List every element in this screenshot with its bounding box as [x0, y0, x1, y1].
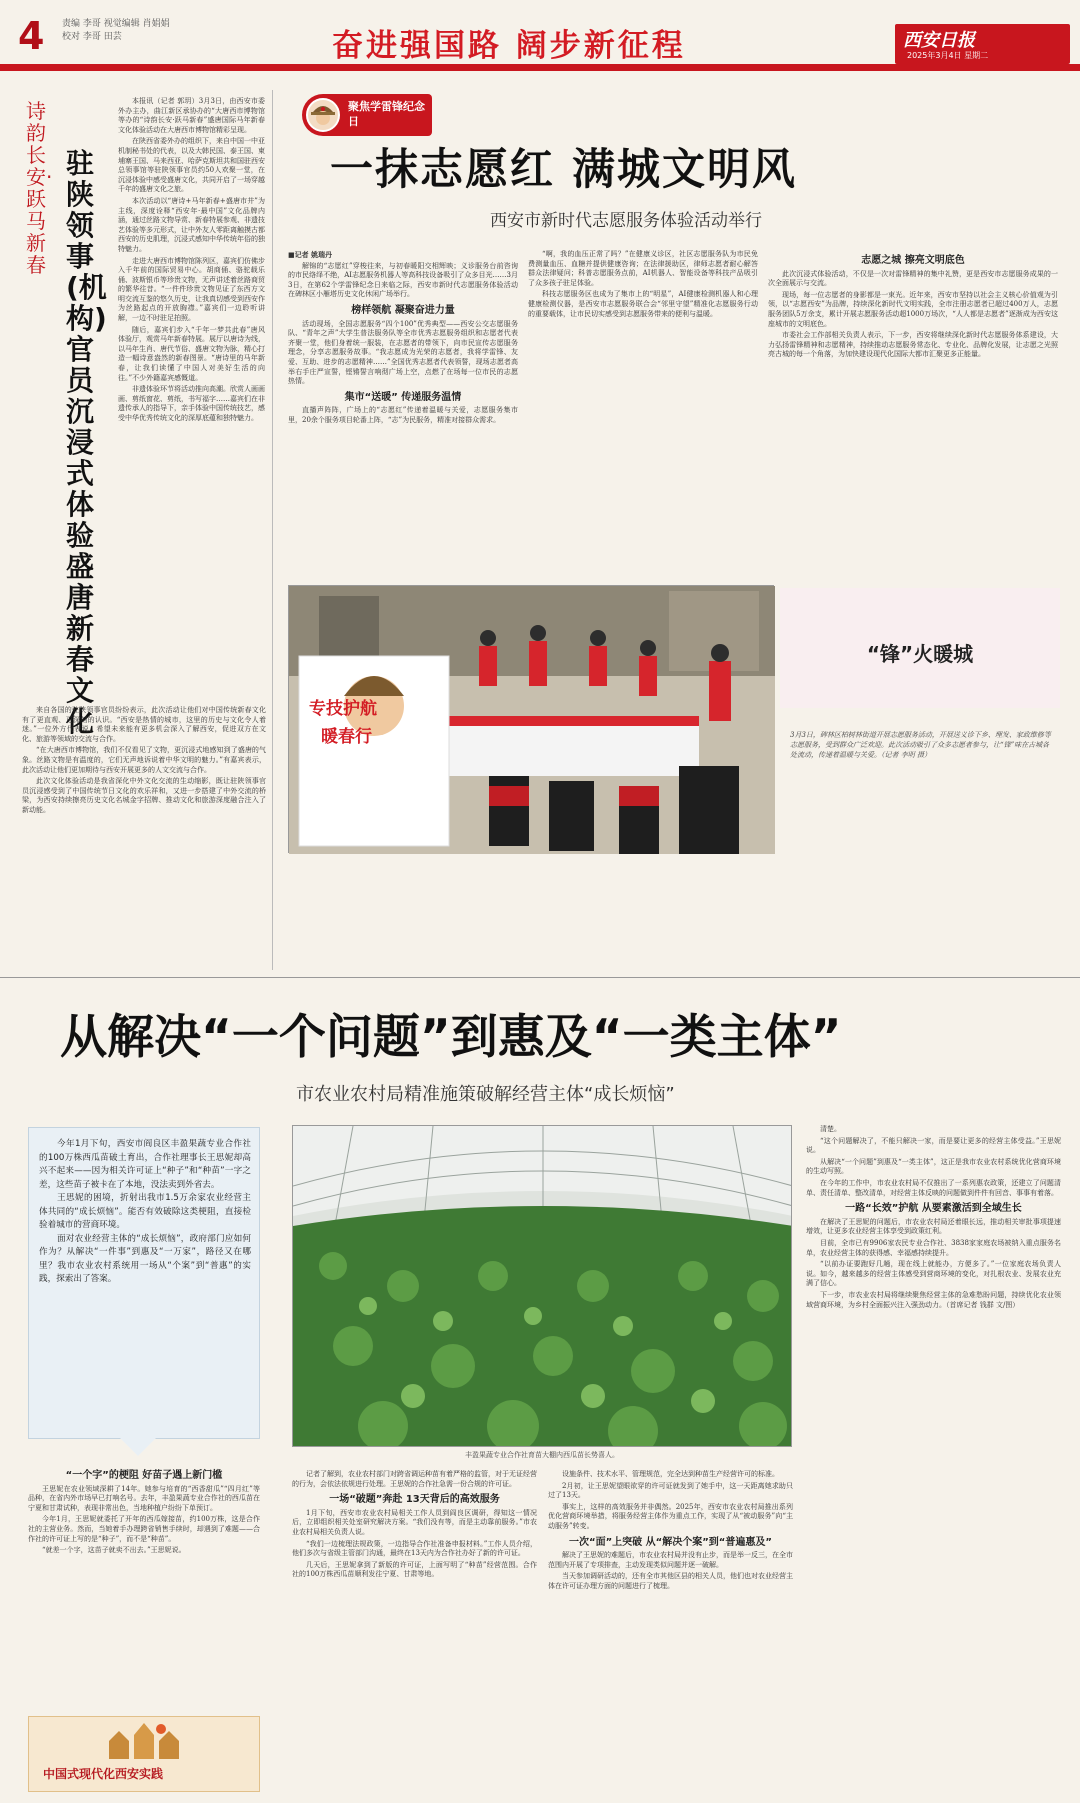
- article1-kicker: 诗韵长安·跃马新春: [26, 99, 53, 277]
- column-divider: [272, 90, 273, 970]
- editor-credits: [62, 18, 252, 44]
- page-number: 4: [18, 14, 45, 58]
- header-rule: [0, 64, 1080, 71]
- article1-paragraph: 本次活动以“唐诗+马年新春+盛唐市井”为主线，深度诠释“西安年·最中国”文化品牌内涵，通过丝路文物导赏、新春特展参观、非遗技艺体验等多元形式，让中外友人零距离触摸古都西安的历史肌理，沉浸式感知中华传统年俗的独特魅力。: [118, 196, 265, 253]
- article3-paragraph: 设施条件、技术水平、管理规范，完全达到种苗生产经营许可的标准。: [562, 1470, 779, 1478]
- article3-paragraph: 在今年的工作中，市农业农村局不仅推出了一系列惠农政策，还建立了问题清单、责任清单、整改清单，对经营主体反映的问题做到件件有回音、事事有着落。: [806, 1178, 1061, 1197]
- article3-column-3: [548, 1470, 793, 1790]
- lead-paragraph: 王思妮的困境，折射出我市1.5万余家农业经营主体共同的“成长烦恼”。能否有效破除这类梗阻，直接检验着城市的营商环境。: [39, 1193, 251, 1230]
- article1-body-bottom: [22, 706, 266, 962]
- lead-text: [39, 1138, 251, 1287]
- section-slogan: 奋进强国路 阔步新征程: [332, 28, 686, 64]
- article3-paragraph: 记者了解到，农业农村部门对跨省调运种苗有着严格的监管，对于无证经营的行为，会依法依规进行处理。王思妮的合作社急需一份合规的许可证。: [292, 1470, 537, 1488]
- article2-paragraph: 此次沉浸式体验活动，不仅是一次对雷锋精神的集中礼赞，更是西安市志愿服务成果的一次全面展示与交流。: [768, 269, 1058, 288]
- greenhouse-seedling-photo: [292, 1125, 792, 1447]
- photo-caption: 3月3日，碑林区柏树林街道开展志愿服务活动，开展送义诊下乡、理发、家政维修等志愿服务，受到群众广泛欢迎。此次活动吸引了众多志愿者参与，让“锋”味在古城各处流动，传递着温暖与关爱。（记者 李明 摄）: [790, 731, 1051, 759]
- article3-paragraph: 在解决了王思妮的问题后，市农业农村局还着眼长远，推动相关审批事项提速增效，让更多农业经营主体享受到政策红利。: [806, 1217, 1061, 1236]
- article2-headline: 一抹志愿红 满城文明风: [330, 145, 797, 195]
- article1-paragraph: 本报讯（记者 郭玥）3月3日，由西安市委外办主办，曲江新区承协办的“大唐西市博物馆等办的“诗韵长安·跃马新春”盛唐国际马年新春文化体验活动在大唐西市博物馆精彩呈现。: [118, 97, 265, 134]
- article1-paragraph: “在大唐西市博物馆，我们不仅看见了文物，更沉浸式地感知到了盛唐的气象。丝路文物是有温度的，它们无声地诉说着中华文明的魅力。”有嘉宾表示，此次活动让他们更加期待与西安开展更多的人文交流与合作。: [22, 746, 266, 774]
- issue-date: 2025年3月4日 星期二: [907, 51, 989, 60]
- article3-paragraph: 王思妮在农业领域深耕了14年。她参与培育的“西香甜瓜”“四月红”等品种，在省内外市场早已打响名号。去年，丰盈果蔬专业合作社的西瓜苗在宁夏和甘肃试种，表现非常出色，当地种植户纷纷下单预订。: [28, 1484, 260, 1512]
- article3-paragraph: 清楚。: [820, 1125, 841, 1133]
- article1-paragraph: 随后，嘉宾们步入“千年一梦共此春”唐风体验厅，观赏马年新春特展。展厅以唐诗为线，以马年生肖、唐代节俗、盛唐文物为脉，精心打造一幅诗意盎然的新春图景。“唐诗里的马年新春，让我们读懂了中国人对美好生活的向往。”不少外籍嘉宾感慨道。: [118, 325, 265, 382]
- article1-headline: 驻陕领事(机构)官员沉浸式体验盛唐新春文化: [66, 147, 107, 738]
- newspaper-logo: [895, 24, 1070, 64]
- article1-paragraph: 来自各国的驻陕领事官员纷纷表示，此次活动让他们对中国传统新春文化有了更直观、更深刻的认识。“西安是热情的城市，这里的历史与文化令人着迷。”一位外方代表说，希望未来能有更多机会深入了解西安，促进双方在文化、旅游等领域的交流与合作。: [22, 706, 266, 743]
- article3-paragraph: 当天参加调研活动的，还有全市其他区县的相关人员，他们也对农业经营主体在许可证办理方面的问题进行了梳理。: [548, 1572, 793, 1590]
- article3-lead-box: [28, 1127, 260, 1439]
- article2-lead: 解锦的“志愿红”穿梭往来，与初春暖阳交相辉映；义诊服务台前咨询的市民络绎不绝，AI志愿服务机器人等高科技设备吸引了众多目光……3月3日，在第62个学雷锋纪念日来临之际，西安市新时代志愿服务体验活动在碑林区小雁塔历史文化休闲广场举行。: [288, 261, 518, 299]
- article1-paragraph: 此次文化体验活动是我省深化中外文化交流的生动缩影，既让驻陕领事官员沉浸感受到了中国传统节日文化的欢乐祥和，又进一步搭建了中外交流的桥梁，为西安持续擦亮历史文化名城金字招牌、推动文化和旅游深度融合注入了新动能。: [22, 777, 266, 814]
- article3-paragraph: “以前办证要跑好几趟，现在线上就能办，方便多了。”一位家庭农场负责人说。如今，越来越多的经营主体感受到营商环境的变化，对扎根农业、发展农业充满了信心。: [806, 1260, 1061, 1288]
- article3-column-4: [806, 1125, 1061, 1790]
- article2-subhead-3: 志愿之城 擦亮文明底色: [861, 255, 965, 266]
- article1-paragraph: 在陕西省委外办的组织下，来自中国一中亚机制秘书处的代表，以及大韩民国、泰王国、柬埔寨王国、马来西亚、哈萨克斯坦共和国驻西安总领事馆等驻陕领事官员约50人欢聚一堂，在沉浸体验中感受盛唐文化，共同开启了一场穿越千年的盛唐文化之旅。: [118, 137, 265, 194]
- article3-column-2: [292, 1470, 537, 1790]
- article1-paragraph: 非遗体验环节将活动推向高潮。欣赏人画画画、剪纸窗花、剪纸，书写福字……嘉宾们在非遗传承人的指导下，亲手体验中国传统技艺，感受中华优秀传统文化的深厚底蕴和独特魅力。: [118, 385, 265, 422]
- column-stamp: [28, 1716, 260, 1792]
- photo-caption: 丰盈果蔬专业合作社育苗大棚内西瓜苗长势喜人。: [465, 1451, 619, 1459]
- article1-body-top: [118, 97, 265, 704]
- article2-subheadline: 西安市新时代志愿服务体验活动举行: [490, 211, 762, 231]
- speech-bubble-tail: [120, 1438, 156, 1456]
- article2-column-2: [528, 250, 758, 575]
- article2-column-3: [768, 250, 1058, 575]
- article1-paragraph: 走进大唐西市博物馆陈列区，嘉宾们仿佛步入千年前的国际贸易中心。胡商俑、骆驼载乐俑、波斯银币等珍贵文物，无声讲述着丝路商贸的繁华往昔。“一件件珍贵文物见证了东西方文明交流互鉴的悠久历史，让我真切感受到西安作为丝路起点的开放胸襟。”嘉宾们一边聆听讲解，一边不时驻足拍照。: [118, 256, 265, 323]
- leifeng-badge: [302, 94, 432, 136]
- banner-text-bottom: 暖春行: [321, 727, 372, 747]
- article3-column-1: [28, 1465, 260, 1715]
- byline: ■记者 姚瑞丹: [288, 250, 333, 259]
- article3-subhead-2: 一场“破题”奔赴 13天背后的高效服务: [329, 1494, 500, 1506]
- article3-subhead-4: 一路“长效”护航 从要素激活到全域生长: [845, 1203, 1022, 1215]
- logo-text: 西安日报: [903, 30, 975, 51]
- article3-headline: 从解决“一个问题”到惠及“一类主体”: [60, 1010, 842, 1065]
- lead-paragraph: 面对农业经营主体的“成长烦恼”，政府部门应如何作为？从解决“一件事”到惠及“一万家”，路径又在哪里？我市农业农村系统用一场从“个案”到“普惠”的实践，探索出了答案。: [39, 1233, 251, 1284]
- article2-subhead-1: 榜样领航 凝聚奋进力量: [351, 304, 455, 316]
- article2-paragraph: 市委社会工作部相关负责人表示，下一步，西安将继续深化新时代志愿服务体系建设，大力弘扬雷锋精神和志愿精神，持续推动志愿服务常态化、专业化、品牌化发展，让志愿之光照亮古城的每一个角落，为加快建设现代化国际大都市汇聚更多正能量。: [768, 331, 1058, 359]
- article3-paragraph: “我们一边梳理法规政策，一边指导合作社准备申报材料。”工作人员介绍，他们多次与省级主管部门沟通，最终在13天内为合作社办好了新的许可证。: [292, 1539, 537, 1558]
- article3-paragraph: 1月下旬，西安市农业农村局相关工作人员到阎良区调研，得知这一情况后，立即组织相关处室研究解决方案。“我们没有等，而是主动靠前服务。”市农业农村局相关负责人说。: [292, 1508, 537, 1536]
- article3-subheadline: 市农业农村局精准施策破解经营主体“成长烦恼”: [296, 1084, 675, 1105]
- article2-paragraph: 现场，每一位志愿者的身影都是一束光。近年来，西安市坚持以社会主义核心价值观为引领，以“志愿西安”为品牌，持续深化新时代文明实践，全市注册志愿者已超过400万人，志愿服务团队5万余支，累计开展志愿服务活动超1000万场次，“人人都是志愿者”逐渐成为西安这座城市的文明底色。: [768, 290, 1058, 328]
- article2-column-1: [288, 250, 518, 575]
- article2-subhead-2: 集市“送暖” 传递服务温情: [344, 391, 462, 403]
- article3-paragraph: 解决了王思妮的难题后，市农业农村局并没有止步，而是举一反三，在全市范围内开展了专项排查，主动发现类似问题并逐一破解。: [548, 1551, 793, 1569]
- article3-paragraph: 今年1月，王思妮就委托了开年的西瓜嫁接苗，约100万株，这是合作社的主营业务。然而，当她着手办理跨省销售手续时，却遇到了难题——合作社的许可证上写的是“种子”，而不是“种苗”。: [28, 1515, 260, 1543]
- article3-paragraph: 下一步，市农业农村局将继续聚焦经营主体的急难愁盼问题，持续优化农业领域营商环境，为乡村全面振兴注入强劲动力。（首席记者 钱群 文/图）: [806, 1290, 1061, 1309]
- article2-paragraph: 活动现场，全国志愿服务“四个100”优秀典型——西安公交志愿服务队、“青年之声”大学生普法服务队等全市优秀志愿服务组织和志愿者代表齐聚一堂，他们身着统一服装，在志愿者的带领下，向市民宣传志愿服务理念，分享志愿服务故事。“我志愿成为光荣的志愿者，我将学雷锋、友爱、互助、进步的志愿精神……”全国优秀志愿者代表领誓，现场志愿者高举右手庄严宣誓，铿锵誓言响彻广场上空，点燃了在场每一位市民的志愿热情。: [288, 319, 518, 386]
- banner-text-top: 专技护航: [309, 699, 377, 719]
- article3-paragraph: 2月初，让王思妮望眼欲穿的许可证就发到了她手中，这一天距离她求助只过了13天。: [548, 1481, 793, 1500]
- article2-paragraph: 直播声阵阵，广场上的“志愿红”传递着温暖与关爱，志愿服务集市里，20余个服务项目轮番上阵，“志”为民服务，精准对接群众需求。: [288, 406, 518, 424]
- article3-paragraph: “就差一个字，这苗子就卖不出去。”王思妮说。: [42, 1546, 186, 1555]
- article3-paragraph: 事实上，这样的高效服务并非偶然。2025年，西安市农业农村局推出系列优化营商环境举措，将服务经营主体作为重点工作，实现了从“被动服务”向“主动服务”转变。: [548, 1502, 793, 1530]
- article2-paragraph: “啊，我的血压正常了吗？”在健康义诊区，社区志愿服务队为市民免费测量血压、血糖并提供健康咨询；在法律援助区，律师志愿者耐心解答群众法律疑问；科普志愿服务点前，AI机器人、智能设备等科技产品吸引了众多孩子驻足体验。: [528, 250, 758, 287]
- article2-paragraph: 科技志愿服务区也成为了集市上的“明星”，AI健康检测机器人和心理健康检测仪器，是西安市志愿服务联合会“邻里守望”精准化志愿服务行动的重要载体，让市民切实感受到志愿服务带来的便利与温暖。: [528, 290, 758, 318]
- lead-paragraph: 今年1月下旬，西安市阎良区丰盈果蔬专业合作社的100万株西瓜苗破土育出，合作社理事长王思妮却高兴不起来——因为相关许可证上“种子”和“种苗”一字之差，这些苗子被卡在了本地，没法卖到外省去。: [39, 1139, 251, 1190]
- sidebar-title: “锋”火暖城: [866, 642, 974, 666]
- page-header: [0, 0, 1080, 84]
- editor-line-2: 校对 李哥 田芸: [62, 32, 122, 42]
- article3-paragraph: 目前，全市已有9906家农民专业合作社、3838家家庭农场被纳入重点服务名单，农业经营主体的获得感、幸福感持续提升。: [806, 1238, 1061, 1257]
- sidebar-box: [780, 588, 1060, 708]
- badge-text: 聚焦学雷锋纪念日: [348, 100, 425, 128]
- article3-paragraph: 从解决“一个问题”到惠及“一类主体”，这正是我市农业农村系统优化营商环境的生动写照。: [806, 1157, 1061, 1176]
- article3-subhead-3: 一次“面”上突破 从“解决个案”到“普遍惠及”: [569, 1536, 772, 1548]
- stamp-text: 中国式现代化西安实践: [43, 1767, 164, 1781]
- article3-paragraph: 几天后，王思妮拿到了新版的许可证，上面写明了“种苗”经营范围。合作社的100万株西瓜苗顺利发往宁夏、甘肃等地。: [292, 1560, 537, 1579]
- article3-paragraph: “这个问题解决了，不能只解决一家，而是要让更多的经营主体受益。”王思妮说。: [806, 1136, 1061, 1155]
- section-divider: [0, 977, 1080, 978]
- editor-line-1: 责编 李哥 视觉编辑 肖娟娟: [62, 19, 170, 29]
- volunteer-event-photo: [288, 585, 774, 853]
- leifeng-portrait-icon: [306, 98, 340, 132]
- article3-subhead-1: “一个字”的梗阻 好苗子遇上新门槛: [65, 1470, 223, 1481]
